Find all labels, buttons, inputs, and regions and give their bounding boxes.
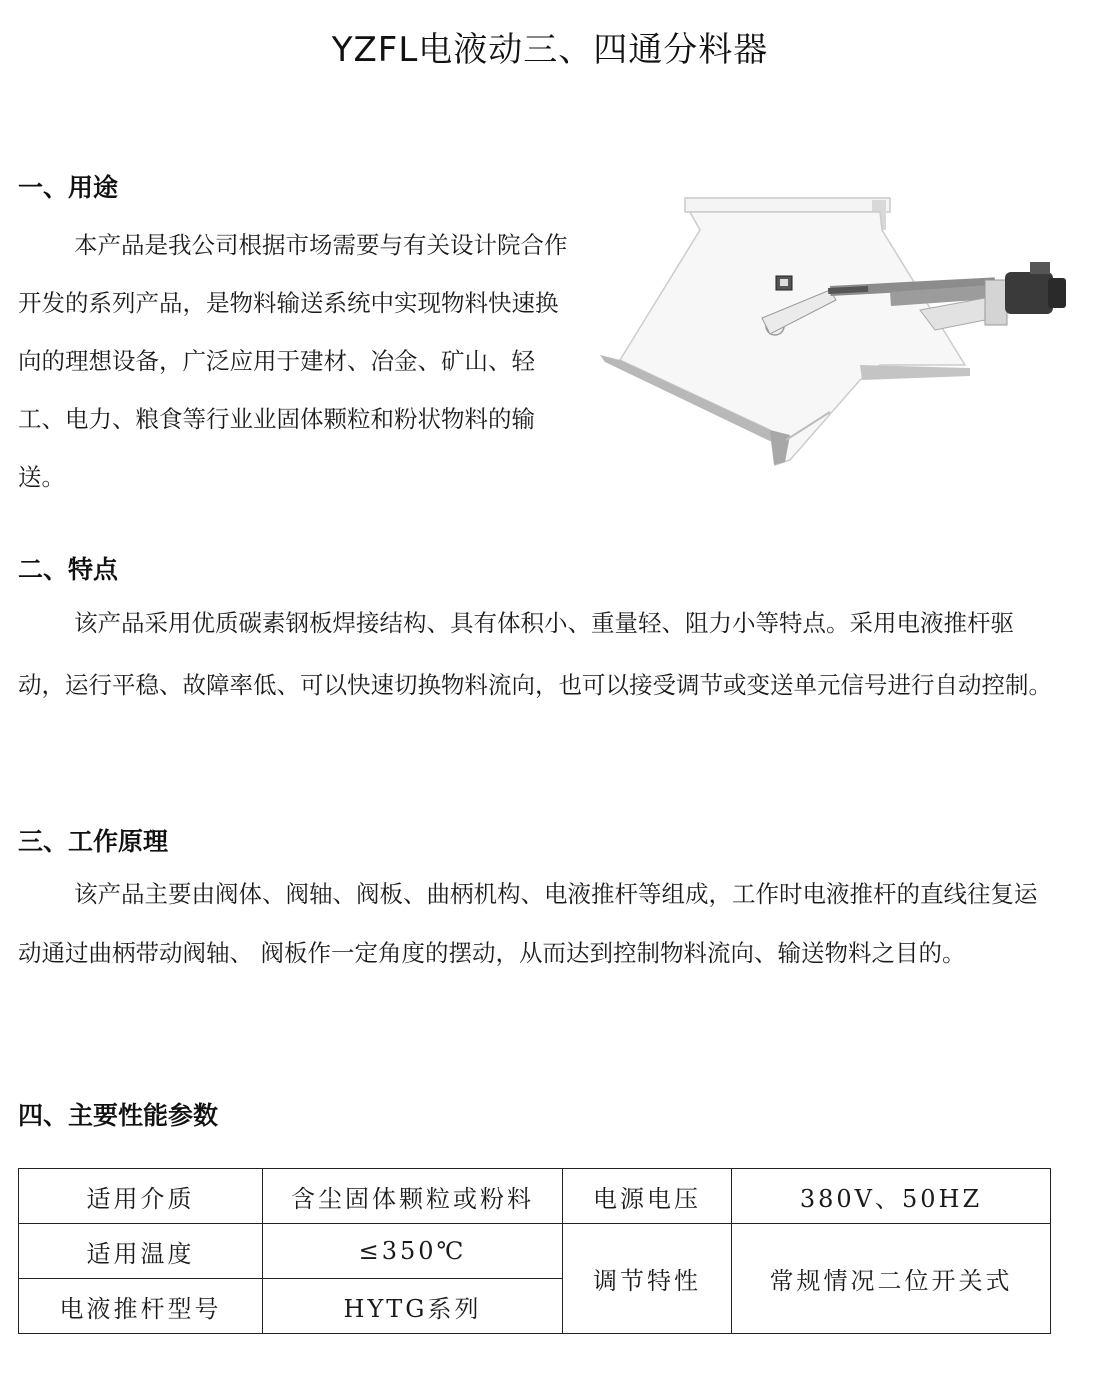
section-text-usage <box>18 216 568 506</box>
param-value: 380V、50HZ <box>732 1169 1051 1224</box>
param-label: 电源电压 <box>563 1169 732 1224</box>
motor-fan <box>1048 278 1066 308</box>
section-text-features <box>18 592 1058 716</box>
param-label: 调节特性 <box>563 1224 732 1334</box>
principle-text: 该产品主要由阀体、阀轴、阀板、曲柄机构、电液推杆等组成，工作时电液推杆的直线往复运动通过曲柄带动阀轴、 阀板作一定角度的摆动，从而达到控制物料流向、输送物料之目的。 <box>18 880 1038 967</box>
param-label: 电液推杆型号 <box>19 1279 263 1334</box>
parameters-table <box>18 1168 1051 1334</box>
section-heading-usage: 一、用途 <box>18 173 119 202</box>
section-text-principle <box>18 865 1058 983</box>
param-label: 适用温度 <box>19 1224 263 1279</box>
hopper-body <box>620 212 965 465</box>
product-image-diverter <box>590 190 1095 480</box>
section-heading-features: 二、特点 <box>18 555 119 584</box>
section-heading-principle: 三、工作原理 <box>18 827 169 856</box>
table-row <box>19 1169 1051 1224</box>
mounting-plate-window <box>780 279 788 286</box>
param-value: ≤350℃ <box>263 1224 563 1279</box>
top-flange <box>685 198 890 212</box>
param-value: 常规情况二位开关式 <box>732 1224 1051 1334</box>
motor-terminal-box <box>1030 262 1050 274</box>
features-text: 该产品采用优质碳素钢板焊接结构、具有体积小、重量轻、阻力小等特点。采用电液推杆驱动，运行平稳、故障率低、可以快速切换物料流向，也可以接受调节或变送单元信号进行自动控制。 <box>18 609 1052 699</box>
usage-text: 本产品是我公司根据市场需要与有关设计院合作开发的系列产品，是物料输送系统中实现物料快速换向的理想设备，广泛应用于建材、冶金、矿山、轻工、电力、粮食等行业业固体颗粒和粉状物料的输送。 <box>18 231 568 491</box>
param-value: 含尘固体颗粒或粉料 <box>263 1169 563 1224</box>
section-heading-parameters: 四、主要性能参数 <box>18 1101 219 1130</box>
motor-body <box>1005 272 1053 314</box>
right-outlet-edge <box>860 365 970 380</box>
actuator-mount <box>985 280 1007 325</box>
param-label: 适用介质 <box>19 1169 263 1224</box>
table-row <box>19 1224 1051 1279</box>
page-title: YZFL电液动三、四通分料器 <box>331 30 769 70</box>
param-value: HYTG系列 <box>263 1279 563 1334</box>
